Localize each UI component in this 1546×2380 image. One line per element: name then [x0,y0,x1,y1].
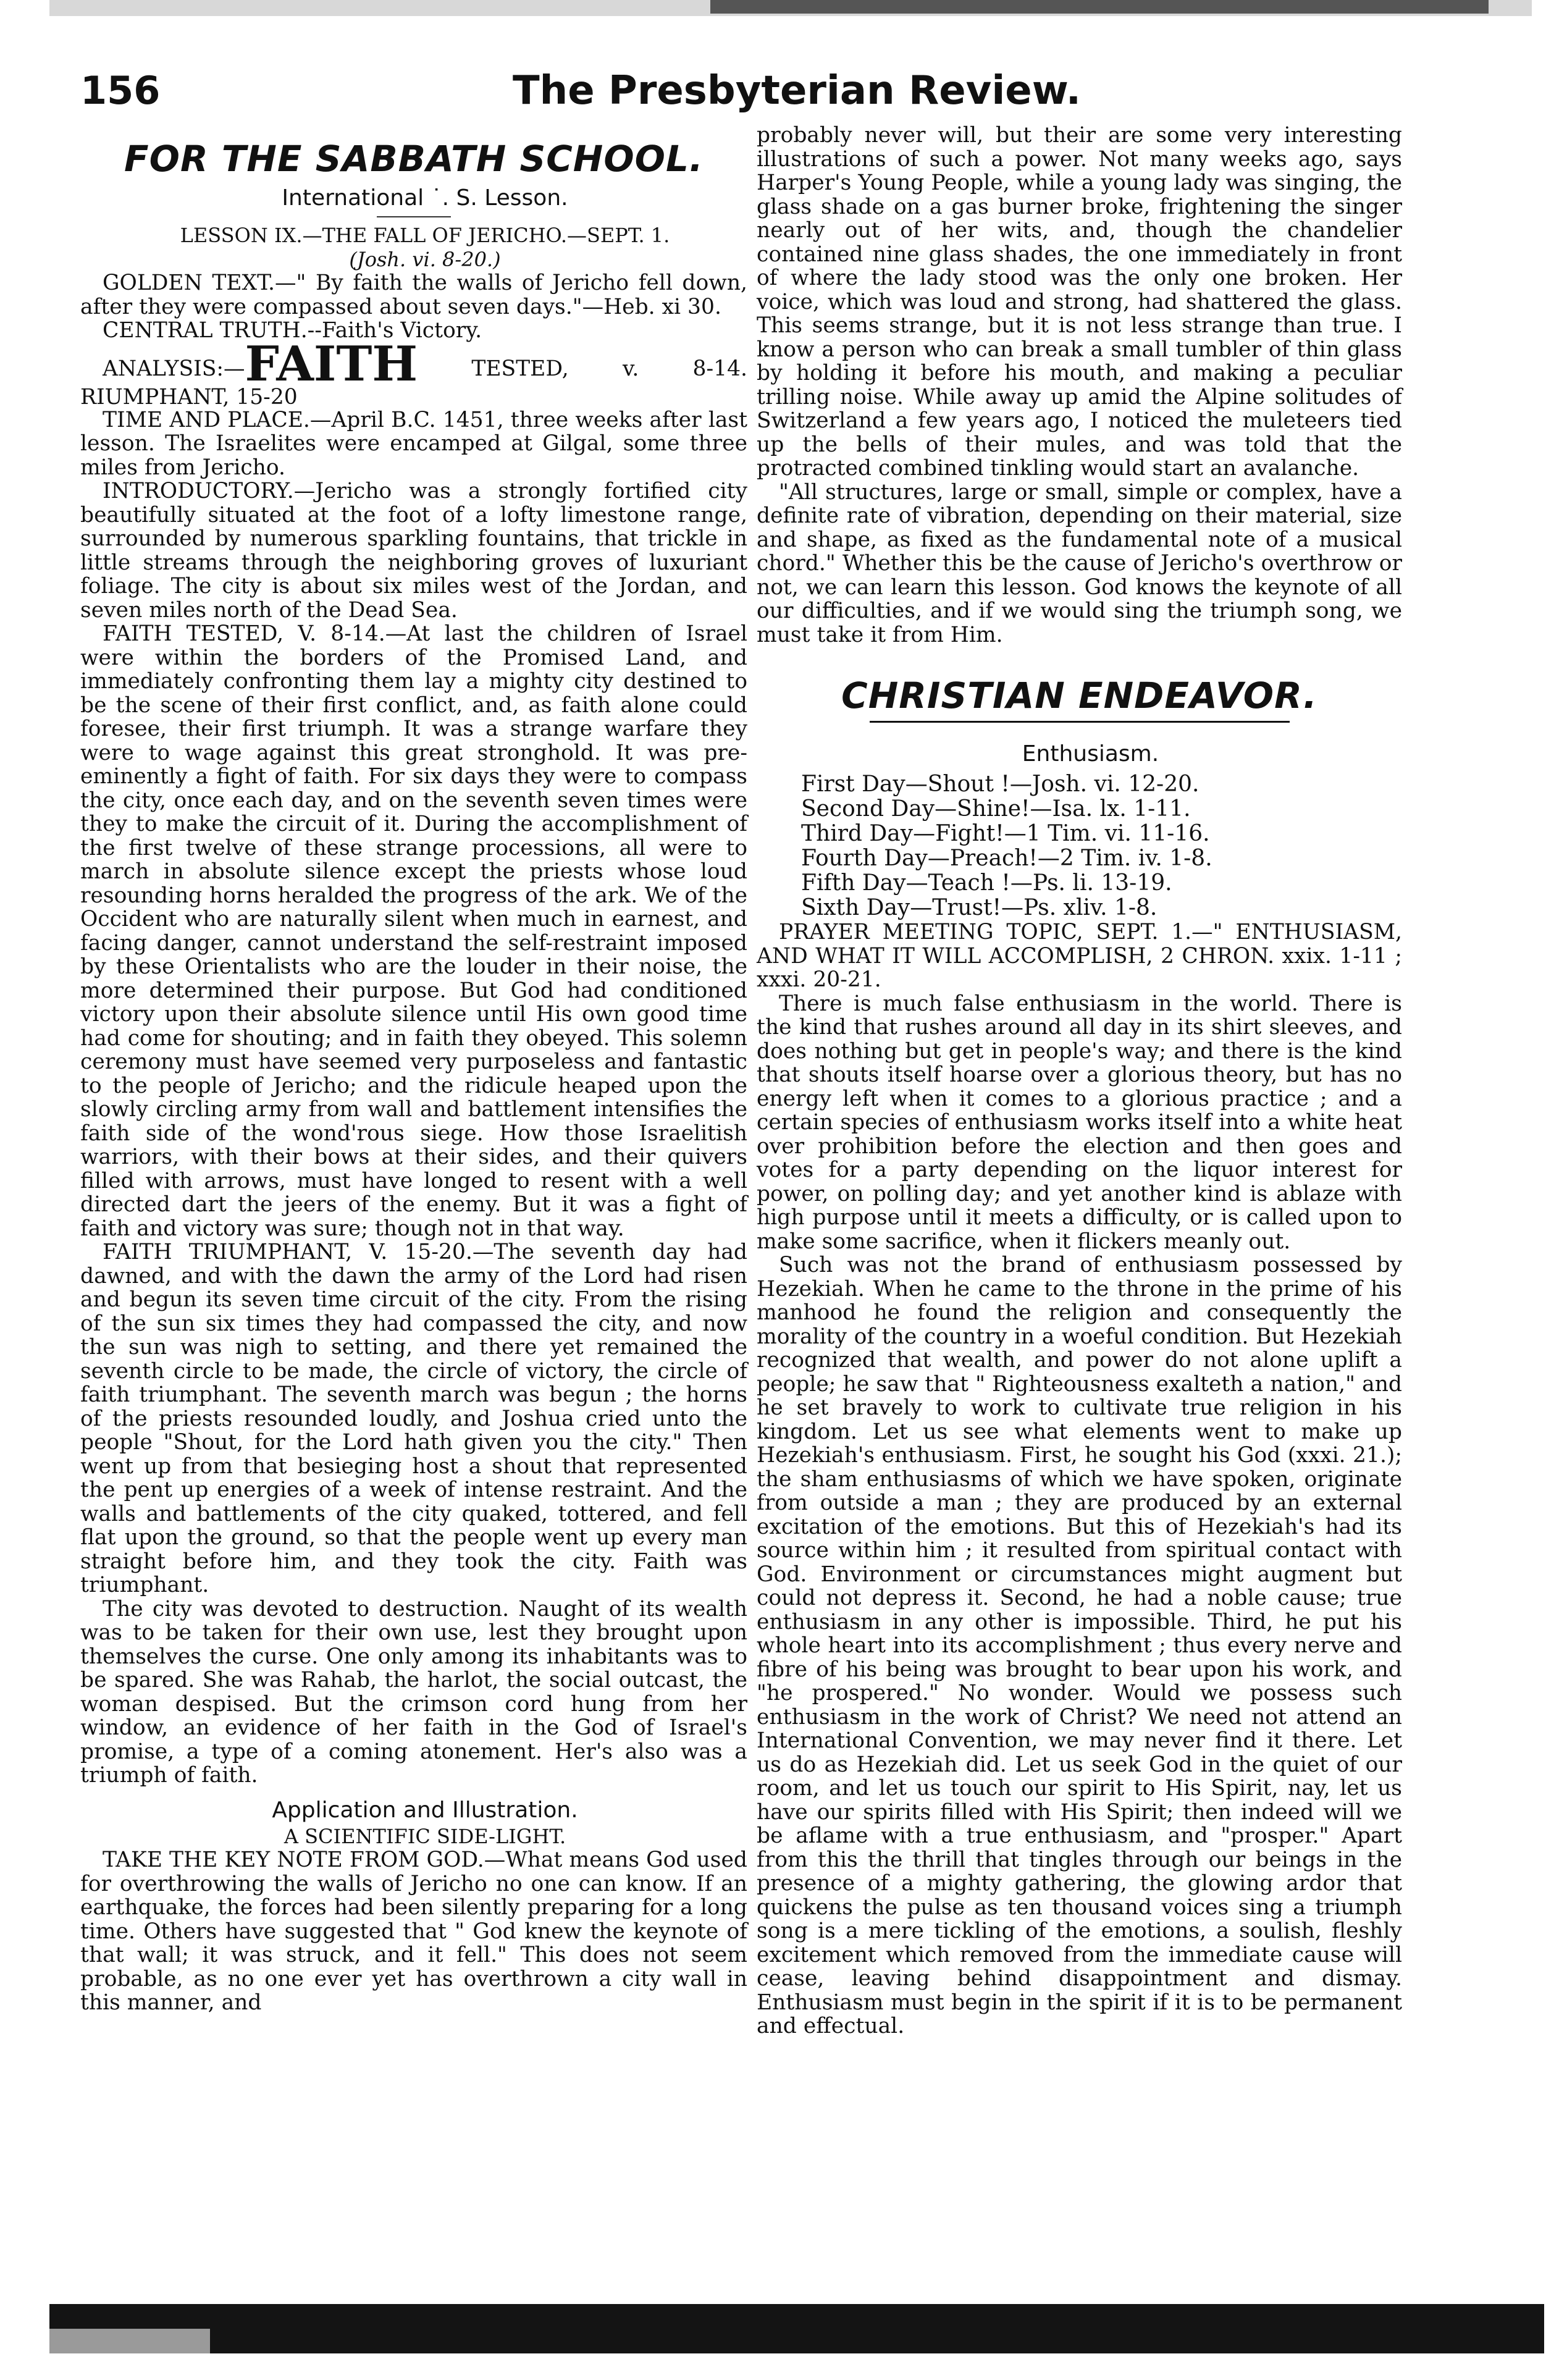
faith-tested: FAITH TESTED, V. 8-14.—At last the children of Israel were within the borders of the Promised Land, and immediately confronting them lay a mighty city destined to be the scene of their first conflict, and, as faith alone could foresee, their first triumph. It was a strange warfare they were to wage against this great stronghold. It was pre-eminently a fight of faith. For six days they were to compass the city, once each day, and on the seventh seven times were they to make the circuit of it. During the accomplishment of the first twelve of these strange processions, all were to march in absolute silence except the priests whose loud resounding horns heralded the progress of the ark. We of the Occident who are naturally silent when much in earnest, and facing danger, cannot understand the self-restraint imposed by these Orientalists who are the louder in their noise, the more determined their purpose. But God had conditioned victory upon their absolute silence until His own good time had come for shouting; and in faith they obeyed. This solemn ceremony must have seemed very purposeless and fantastic to the people of Jericho; and the ridicule heaped upon the slowly circling army from wall and battlement intensifies the faith side of the wond'rous siege. How those Israelitish warriors, with their bows at their sides, and their quivers filled with arrows, must have longed to resent with a well directed dart the jeers of the enemy. But it was a fight of faith and victory was sure; though not in that way. [80,621,747,1241]
day-reading: Fifth Day—Teach !—Ps. li. 13-19. [801,870,1172,896]
left-column [80,124,747,2015]
central-truth: CENTRAL TRUTH.--Faith's Victory. [103,318,482,343]
time-and-place: TIME AND PLACE.—April B.C. 1451, three weeks after last lesson. The Israelites were encamped at Gilgal, some three miles from Jericho. [80,407,747,480]
scan-edge-bottom-light [49,2329,210,2353]
running-title: The Presbyterian Review. [513,68,1082,114]
scan-edge-top-dark [710,0,1489,14]
sabbath-school-heading: FOR THE SABBATH SCHOOL. [124,138,704,180]
analysis-triumphant: RIUMPHANT, 15-20 [80,384,298,410]
structures-quote: "All structures, large or small, simple or complex, have a definite rate of vibration, depending on their material, size and shape, as fixed as the fundamental note of a musical chord." Whether this be the cause of Jericho's overthrow or not, we can learn this lesson. God knows the keynote of all our difficulties, and if we would sing the triumph song, we must take it from Him. [757,479,1402,647]
day-reading: First Day—Shout !—Josh. vi. 12-20. [801,772,1199,797]
enthusiasm-subtitle: Enthusiasm. [1022,741,1159,767]
analysis-prefix: ANALYSIS:— [103,356,245,381]
scientific-sidelight: A SCIENTIFIC SIDE-LIGHT. [284,1824,566,1848]
city-devoted: The city was devoted to destruction. Naught of its wealth was to be taken for their own use, lest they brought upon themselves the curse. One only among its inhabitants was to be spared. She was Rahab, the harlot, the social outcast, the woman despised. But the crimson cord hung from her window, an evidence of her faith in the God of Israel's promise, a type of a coming atonement. Her's also was a triumph of faith. [80,1596,747,1788]
application-heading: Application and Illustration. [272,1797,578,1823]
introductory: INTRODUCTORY.—Jericho was a strongly fortified city beautifully situated at the foot of a lofty limestone range, surrounded by numerous sparkling fountains, that trickle in little streams through the neighboring groves of luxuriant foliage. The city is about six miles west of the Jordan, and seven miles north of the Dead Sea. [80,479,747,623]
false-enthusiasm: There is much false enthusiasm in the world. There is the kind that rushes around all day in its shirt sleeves, and does nothing but get in people's way; and there is the kind that shouts itself hoarse over a glorious theory, but has no energy left when it comes to a glorious practice ; and a certain species of enthusiasm works itself into a white heat over prohibition before the election and then goes and votes for a party depending on the liquor interest for power, on polling day; and yet another kind is ablaze with high purpose until it meets a difficulty, or is called upon to make some sacrifice, when it flickers meanly out. [757,991,1402,1254]
day-reading: Second Day—Shine!—Isa. lx. 1-11. [801,796,1191,822]
continued-text: probably never will, but their are some very interesting illustrations of such a power. Not many weeks ago, says Harper's Young People, while a young lady was singing, the glass shade on a gas burner broke, frightening the singer nearly out of her wits, and, though the chandelier contained nine glass shades, the one immediately in front of where the lady stood was the only one broken. Her voice, which was loud and strong, had shattered the glass. This seems strange, but it is not less strange than true. I know a person who can break a small tumbler of thin glass by holding it before his mouth, and making a peculiar trilling noise. While away up amid the Alpine solitudes of Switzerland a few years ago, I noticed the muleteers tied up the bells of their mules, and was told that the protracted combined tinkling would start an avalanche. [757,123,1402,481]
prayer-topic: PRAYER MEETING TOPIC, SEPT. 1.—" ENTHUSIASM, AND WHAT IT WILL ACCOMPLISH, 2 CHRON. xxix. 1-11 ; xxxi. 20-21. [757,920,1402,992]
scan-edge-bottom [49,2304,1544,2353]
daily-readings [779,772,1402,920]
lesson-title: LESSON IX.—THE FALL OF JERICHO.—SEPT. 1. [180,224,670,247]
page-number: 156 [80,68,161,113]
divider [377,216,451,217]
christian-endeavor-heading: CHRISTIAN ENDEAVOR. [841,675,1317,717]
day-reading: Fourth Day—Preach!—2 Tim. iv. 1-8. [801,846,1212,871]
heading-underline [870,721,1290,723]
golden-text: GOLDEN TEXT.—" By faith the walls of Jericho fell down, after they were compassed about seven days."—Heb. xi 30. [80,271,747,319]
key-note: TAKE THE KEY NOTE FROM GOD.—What means God used for overthrowing the walls of Jericho no one can know. If an earthquake, the forces had been silently preparing for a long time. Others have suggested that " God knew the keynote of that wall; it was struck, and it fell." This does not seem probable, as no one ever yet has overthrown a city wall in this manner, and [80,1848,747,2015]
analysis [80,335,747,410]
day-reading: Third Day—Fight!—1 Tim. vi. 11-16. [801,821,1210,846]
analysis-tested: TESTED, v. 8-14. [471,356,747,381]
hezekiah-enthusiasm: Such was not the brand of enthusiasm possessed by Hezekiah. When he came to the throne in the prime of his manhood he found the religion and consequently the morality of the country in a woeful condition. But Hezekiah recognized that wealth, and power do not alone uplift a people; he saw that " Righteousness exalteth a nation," and he set bravely to work to cultivate true religion in his kingdom. Let us see what elements went to make up Hezekiah's enthusiasm. First, he sought his God (xxxi. 21.); the sham enthusiasms of which we have spoken, originate from outside a man ; they are produced by an external excitation of the emotions. But this of Hezekiah's had its source within him ; it resulted from spiritual contact with God. Environment or circumstances might augment but could not depress it. Second, he had a noble cause; true enthusiasm in any other is impossible. Third, he put his whole heart into its accomplishment ; thus every nerve and fibre of his being was brought to bear upon his work, and "he prospered." No wonder. Would we possess such enthusiasm in the work of Christ? We need not attend an International Convention, we may never find it there. Let us do as Hezekiah did. Let us seek God in the quiet of our room, and let us touch our spirit to His Spirit, nay, let us have our spirits filled with His Spirit; then indeed will we be aflame with a true enthusiasm, and "prosper." Apart from this the thrill that tingles through our beings in the presence of a mighty gathering, the glowing ardor that quickens the pulse as ten thousand voices sing a triumph song is a mere tickling of the emotions, a soulish, fleshly excitement which removed from the immediate cause will cease, leaving behind disappointment and dismay. Enthusiasm must begin in the spirit if it is to be permanent and effectual. [757,1253,1402,2038]
right-column [757,124,1402,2038]
analysis-faith: FAITH [245,335,418,392]
lesson-subtitle: International ˙. S. Lesson. [282,185,568,211]
lesson-ref: (Josh. vi. 8-20.) [349,247,501,271]
page-header [80,68,1470,124]
day-reading: Sixth Day—Trust!—Ps. xliv. 1-8. [801,895,1157,920]
faith-triumphant: FAITH TRIUMPHANT, V. 15-20.—The seventh day had dawned, and with the dawn the army of the Lord had risen and begun its seven time circuit of the city. From the rising of the sun six times they had compassed the city, and now the sun was nigh to setting, and there yet remained the seventh circle to be made, the circle of victory, the circle of faith triumphant. The seventh march was begun ; the horns of the priests resounded loudly, and Joshua cried unto the people "Shout, for the Lord hath given you the city." Then went up from that besieging host a shout that represented the pent up energies of a week of intense restraint. And the walls and battlements of the city quaked, tottered, and fell flat upon the ground, so that the people went up every man straight before him, and they took the city. Faith was triumphant. [80,1240,747,1597]
